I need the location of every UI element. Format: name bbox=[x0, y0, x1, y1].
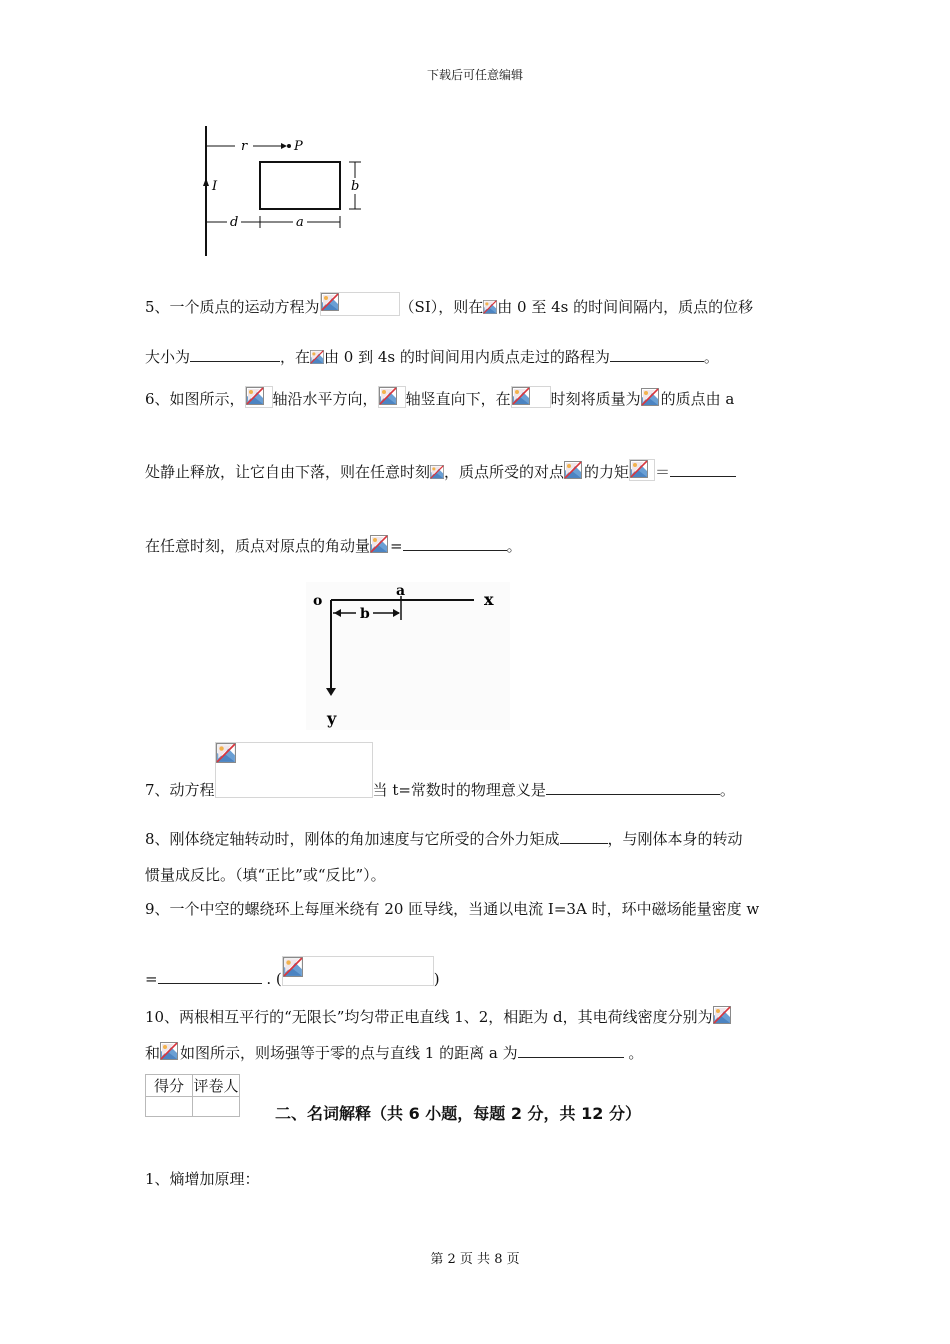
label-x: x bbox=[484, 590, 494, 609]
equation-image bbox=[215, 742, 373, 798]
label-I: I bbox=[212, 179, 218, 194]
figure-wire-loop bbox=[195, 122, 370, 260]
broken-image-icon bbox=[713, 1006, 731, 1024]
page-header: 下载后可任意编辑 bbox=[426, 68, 523, 82]
label-a: a bbox=[396, 583, 406, 599]
score-header: 得分 bbox=[146, 1075, 193, 1097]
label-d: d bbox=[230, 215, 239, 230]
broken-image-icon bbox=[512, 387, 530, 405]
broken-image-icon bbox=[430, 463, 444, 481]
section-2-question-1: 1、熵增加原理： bbox=[145, 1170, 260, 1188]
equation-image bbox=[511, 386, 551, 408]
answer-blank[interactable] bbox=[403, 536, 507, 551]
equation-image bbox=[564, 461, 584, 481]
question-6-line-3: 在任意时刻，质点对原点的角动量 = 。 bbox=[145, 537, 522, 555]
question-10-line-1: 10、两根相互平行的“无限长”均匀带正电直线 1、2，相距为 d，其电荷线密度分别为 bbox=[145, 1006, 733, 1028]
broken-image-icon bbox=[370, 535, 388, 553]
broken-image-icon bbox=[641, 388, 659, 406]
question-6-line-2: 处静止释放，让它自由下落，则在任意时刻 ，质点所受的对点 的力矩 ＝ bbox=[145, 459, 736, 483]
grader-header: 评卷人 bbox=[193, 1075, 240, 1097]
label-b: b bbox=[360, 606, 370, 622]
broken-image-icon bbox=[630, 460, 648, 478]
question-9-line-1: 9、一个中空的螺绕环上每厘米绕有 20 匝导线，当通以电流 I=3A 时，环中磁场能量密度 w bbox=[145, 900, 760, 918]
equation-image bbox=[320, 292, 400, 316]
equation-image bbox=[282, 956, 434, 986]
equation-image bbox=[713, 1006, 733, 1026]
label-a: a bbox=[296, 215, 304, 230]
score-cell[interactable] bbox=[146, 1097, 193, 1117]
equation-image bbox=[430, 463, 444, 481]
question-5-line-2: 大小为 ，在 由 0 到 4s 的时间间用内质点走过的路程为 。 bbox=[145, 348, 719, 366]
broken-image-icon bbox=[310, 348, 324, 366]
answer-blank[interactable] bbox=[610, 347, 704, 362]
broken-image-icon bbox=[160, 1042, 178, 1060]
page-footer: 第 2 页 共 8 页 bbox=[430, 1252, 520, 1267]
broken-image-icon bbox=[216, 743, 236, 763]
broken-image-icon bbox=[246, 387, 264, 405]
equation-image bbox=[245, 386, 273, 408]
equation-image bbox=[641, 388, 661, 408]
question-8-line-2: 惯量成反比。（填“正比”或“反比”）。 bbox=[145, 866, 386, 884]
broken-image-icon bbox=[283, 957, 303, 977]
equation-image bbox=[160, 1042, 180, 1062]
question-6-line-1: 6、如图所示， 轴沿水平方向， 轴竖直向下，在 时刻将质量为 的质点由 a bbox=[145, 386, 734, 410]
label-y: y bbox=[327, 709, 337, 728]
answer-blank[interactable] bbox=[518, 1043, 624, 1058]
score-table bbox=[145, 1074, 240, 1117]
answer-blank[interactable] bbox=[560, 829, 608, 844]
figure-axes bbox=[306, 582, 510, 730]
label-b: b bbox=[351, 179, 360, 194]
equation-image bbox=[310, 348, 324, 366]
equation-image bbox=[378, 386, 406, 408]
answer-blank[interactable] bbox=[190, 347, 280, 362]
label-r: r bbox=[241, 139, 248, 154]
question-9-line-2: = . ( ) bbox=[145, 956, 440, 990]
broken-image-icon bbox=[321, 293, 339, 311]
grader-cell[interactable] bbox=[193, 1097, 240, 1117]
question-7: 7、动方程 当 t=常数时的物理意义是 。 bbox=[145, 742, 735, 801]
answer-blank[interactable] bbox=[670, 462, 736, 477]
equation-image bbox=[370, 535, 390, 555]
broken-image-icon bbox=[483, 298, 497, 316]
broken-image-icon bbox=[564, 461, 582, 479]
broken-image-icon bbox=[379, 387, 397, 405]
answer-blank[interactable] bbox=[158, 969, 262, 984]
answer-blank[interactable] bbox=[546, 780, 720, 795]
label-o: o bbox=[313, 593, 323, 609]
question-5-line-1: 5、一个质点的运动方程为 （SI），则在 由 0 至 4s 的时间间隔内，质点的位移 bbox=[145, 292, 753, 318]
question-10-line-2: 和 如图所示，则场强等于零的点与直线 1 的距离 a 为 。 bbox=[145, 1044, 644, 1062]
question-8-line-1: 8、刚体绕定轴转动时，刚体的角加速度与它所受的合外力矩成 ，与刚体本身的转动 bbox=[145, 830, 743, 848]
equation-image bbox=[483, 298, 497, 316]
label-P: P bbox=[294, 139, 303, 154]
section-title: 二、名词解释（共 6 小题，每题 2 分，共 12 分） bbox=[275, 1104, 641, 1123]
equation-image bbox=[629, 459, 655, 481]
